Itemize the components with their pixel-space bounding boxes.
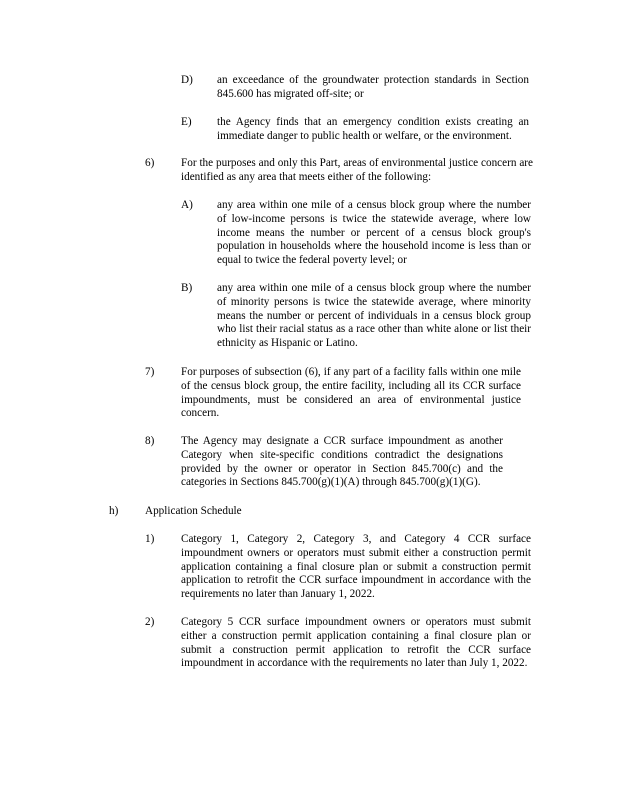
item-text: For the purposes and only this Part, areas of environmental justice concern are identified as any area that meets either of the following: [181,157,533,183]
section-label: h) [109,505,119,517]
item-label: 1) [145,533,155,545]
item-text: the Agency finds that an emergency condition exists creating an immediate danger to public health or welfare, or the environment. [217,116,529,142]
item-text: an exceedance of the groundwater protection standards in Section 845.600 has migrated off-site; or [217,74,529,100]
item-text: The Agency may designate a CCR surface impoundment as another Category when site-specific conditions contradict the designations provided by the owner or operator in Section 845.700(c) and the categories in Sections 845.700(g)(1)(A) through 845.700(g)(1)(G). [181,435,503,489]
item-label: 7) [145,366,155,378]
item-label: D) [181,74,193,86]
item-label: B) [181,282,193,294]
item-label: 8) [145,435,155,447]
item-label: 6) [145,157,155,169]
item-text: For purposes of subsection (6), if any part of a facility falls within one mile of the census block group, the entire facility, including all its CCR surface impoundments, must be considered an area of environmental justice concern. [181,366,521,420]
item-text: any area within one mile of a census block group where the number of minority persons is twice the statewide average, where minority means the number or percent of individuals in a census block group who list their racial status as a race other than white alone or list their ethnicity as Hispanic or Latino. [217,282,531,350]
item-text: Category 1, Category 2, Category 3, and Category 4 CCR surface impoundment owners or operators must submit either a construction permit application containing a final closure plan or submit a construction permit application to retrofit the CCR surface impoundment in accordance with the requirements no later than January 1, 2022. [181,533,531,601]
item-label: 2) [145,616,155,628]
section-title: Application Schedule [145,505,242,517]
item-text: any area within one mile of a census block group where the number of low-income persons is twice the statewide average, where low income means the number or percent of a census block group's population in households where the household income is less than or equal to twice the federal poverty level; or [217,199,531,267]
item-label: A) [181,199,193,211]
item-label: E) [181,116,192,128]
item-text: Category 5 CCR surface impoundment owners or operators must submit either a construction permit application containing a final closure plan or submit a construction permit application to retrofit the CCR surface impoundment in accordance with the requirements no later than July 1, 2022. [181,616,531,670]
